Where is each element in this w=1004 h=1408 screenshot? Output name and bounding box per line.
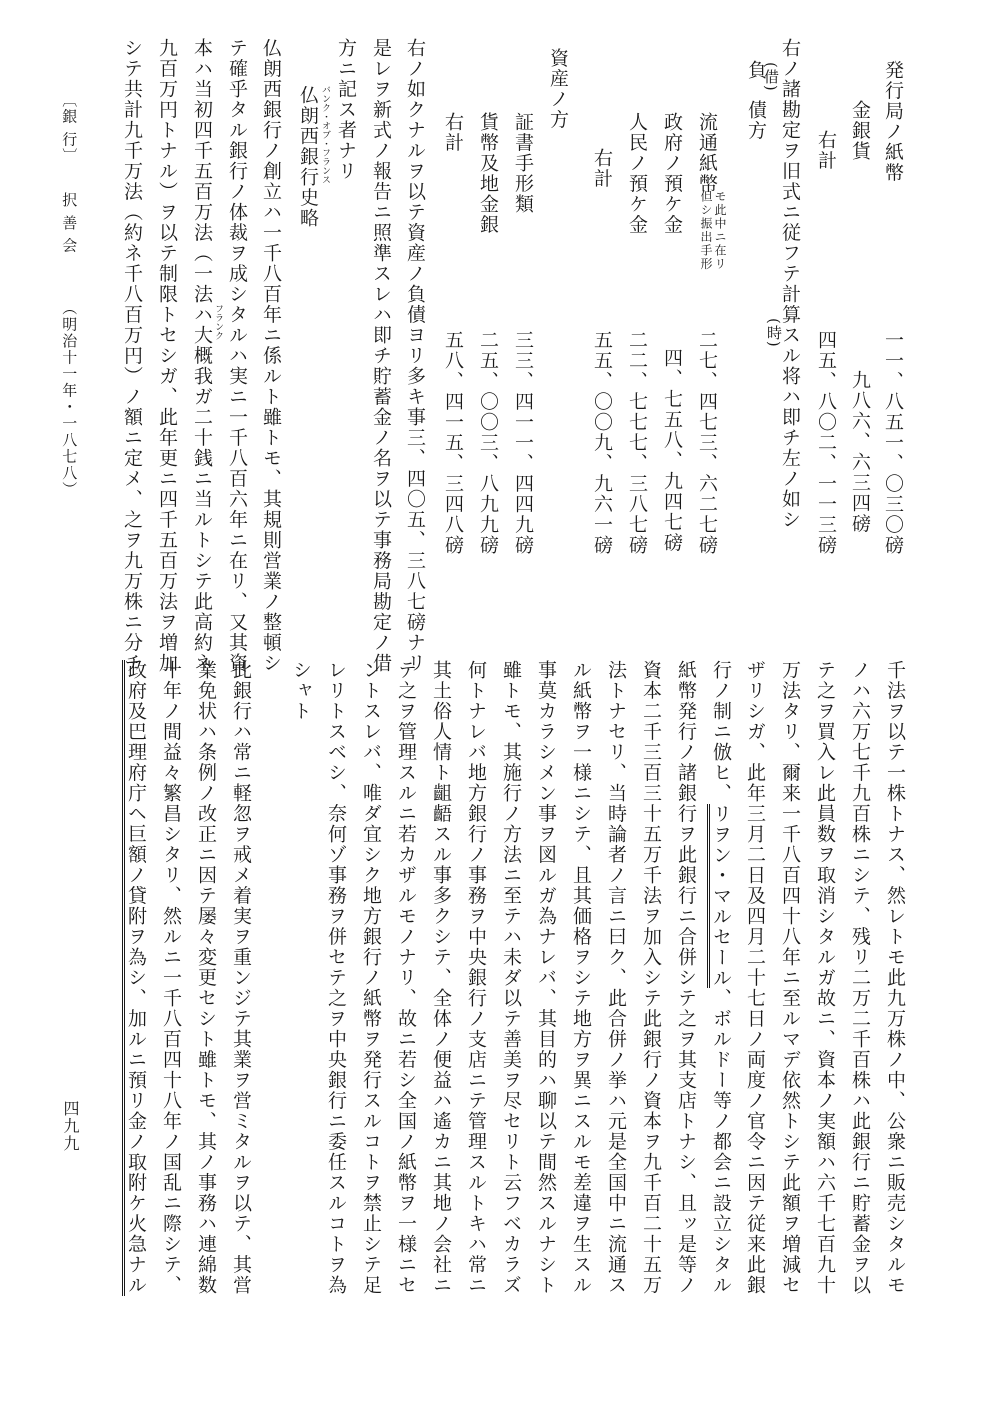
line-gold-silver: 金銀貨 — [849, 100, 871, 162]
page2-line-7: 紙幣発行ノ諸銀行ヲ此銀行ニ合併シテ之ヲ其支店トナシ、且ッ是等ノ — [675, 660, 697, 1296]
line-old-style-intro: 右ノ諸勘定ヲ旧式ニ従フテ計算スル将ハ即チ左ノ如シ — [779, 38, 801, 530]
amount-securities: 三三、四一一、四四九磅 — [512, 330, 534, 556]
page2-line-1: 千法ヲ以テ一株トナス、然レトモ此九万株ノ中、公衆ニ販売シタルモ — [884, 660, 906, 1296]
annotation-drafts-line2: モ此中ニ在リ — [713, 190, 727, 271]
page2-line-8: 資本二千三百三十五万千法ヲ加入シテ此銀行ノ資本ヲ九千百二十五万 — [640, 660, 662, 1296]
heading-assets: 資産ノ方 — [547, 48, 569, 130]
amount-gold-silver: 九八六、六三四磅 — [849, 370, 871, 534]
paragraph-surplus-3: 方ニ記ス者ナリ — [335, 38, 357, 182]
heading-liabilities-saiho: 債方 — [745, 100, 767, 141]
ruby-bank-of-france: バンク・オブ・フランス — [320, 85, 330, 184]
page2-line-11: 事莫カラシメン事ヲ図ルガ為ナレバ、其目的ハ聊以テ間然スルナシト — [535, 660, 557, 1296]
line-coin-bullion: 貨幣及地金銀 — [477, 112, 499, 235]
line-subtotal-3: 右計 — [442, 112, 464, 153]
page2-line-5: ザリシガ、此年三月二日及四月二十七日ノ両度ノ官令ニ因テ従来此銀 — [744, 660, 766, 1296]
ruby-franc: フランク — [213, 304, 223, 340]
history-line-4: 九百万円トナル）ヲ以テ制限トセシガ、此年更ニ四千五百万法ヲ増加 — [156, 38, 178, 674]
page2-line-22 — [126, 660, 145, 1296]
annotation-fu: (借) — [762, 62, 780, 92]
annotation-sho: (時) — [765, 318, 783, 348]
heading-liabilities-fu: 負 — [745, 60, 767, 81]
paragraph-surplus-1: 右ノ如クナルヲ以テ資産ノ負債ヨリ多キ事三、四〇五、三八七磅ナリ — [404, 38, 426, 674]
footer-bracket: 〔銀 行〕 — [60, 92, 79, 165]
page2-line-22-text: 政府及巴理府庁ヘ巨額ノ貸附ヲ為シ、加ルニ預リ金ノ取附ケ火急ナル — [122, 660, 147, 1296]
history-line-3: 本ハ当初四千五百万法（一法ハ大概我ガ二十銭ニ当ルトシテ此高約ネ — [191, 38, 213, 674]
amount-subtotal-3: 五八、四一五、三四八磅 — [442, 330, 464, 556]
amount-subtotal-1: 四五、八〇二、一一三磅 — [815, 330, 837, 556]
line-subtotal-1: 右計 — [815, 130, 837, 171]
page2-line-18: シャト — [290, 660, 312, 722]
page2-line-3: テ之ヲ買入レ此員数ヲ取消シタルガ故ニ、資本ノ実額ハ六千七百九十 — [814, 660, 836, 1296]
line-issue-dept-notes: 発行局ノ紙幣 — [882, 60, 904, 183]
annotation-drafts-line1: 但シ振出手形 — [699, 190, 713, 271]
page2-line-13: 何トナレバ地方銀行ノ事務ヲ中央銀行ノ支店ニテ管理スルトキハ常ニ — [465, 660, 487, 1296]
history-line-5: シテ共計九千万法（約ネ千八百万円）ノ額ニ定メ、之ヲ九万株ニ分チ — [121, 38, 143, 674]
history-line-1: 仏朗西銀行ノ創立ハ一千八百年ニ係ルト雖トモ、其規則営業ノ整頓シ — [260, 38, 282, 674]
page2-line-6a: 行ノ制ニ倣ヒ、 — [710, 660, 732, 804]
line-government-deposits: 政府ノ預ケ金 — [661, 112, 683, 235]
annotation-including-drafts — [696, 190, 726, 305]
page2-line-19: 此銀行ハ常ニ軽忽ヲ戒メ着実ヲ重ンジテ其業ヲ営ミタルヲ以テ、其営 — [230, 660, 252, 1296]
page2-line-15: テ之ヲ管理スルニ若カザルモノナリ、故ニ若シ全国ノ紙幣ヲ一様ニセ — [395, 660, 417, 1296]
page2-line-4: 万法タリ、爾来一千八百四十八年ニ至ルマデ依然トシテ此額ヲ増減セ — [779, 660, 801, 1296]
place-names-lyon-marseille: リヲン・マルセール — [707, 804, 732, 989]
page2-line-20: 業免状ハ条例ノ改正ニ因テ屡々変更セシト雖トモ、其ノ事務ハ連綿数 — [195, 660, 217, 1296]
amount-government: 四、七五八、九四七磅 — [661, 348, 683, 553]
amount-coin-bullion: 二五、〇〇三、八九九磅 — [477, 330, 499, 556]
footer-source: 択 善 会 — [60, 192, 79, 255]
page2-line-6 — [711, 660, 730, 1296]
page2-line-14: 其土俗人情ト齟齬スル事多クシテ、全体ノ便益ハ遙カニ其地ノ会社ニ — [430, 660, 452, 1296]
footer-date: （明治十一年・一八七八） — [60, 300, 79, 498]
paragraph-surplus-2: 是レヲ新式ノ報告ニ照準スレハ即チ貯蓄金ノ名ヲ以テ事務局勘定ノ借 — [370, 38, 392, 674]
line-public-deposits: 人民ノ預ケ金 — [626, 112, 648, 235]
amount-public: 二二、七七七、三八七磅 — [626, 330, 648, 556]
amount-circulating: 二七、四七三、六二七磅 — [696, 330, 718, 556]
amount-subtotal-2: 五五、〇〇九、九六一磅 — [591, 330, 613, 556]
page-number: 四九九 — [61, 1100, 80, 1153]
page2-line-16: ントスレバ、唯ダ宜シク地方銀行ノ紙幣ヲ発行スルコトヲ禁止シテ足 — [360, 660, 382, 1296]
line-circulating-notes: 流通紙幣 — [696, 112, 718, 194]
line-subtotal-2: 右計 — [591, 148, 613, 189]
line-securities: 証書手形類 — [512, 112, 534, 215]
page2-line-12: 雖トモ、其施行ノ方法ニ至テハ未ダ以テ善美ヲ尽セリト云フベカラズ — [500, 660, 522, 1296]
page2-line-2: ノハ六万七千九百株ニシテ、残リ二万二千百株ハ此銀行ニ貯蓄金ヲ以 — [849, 660, 871, 1296]
page2-line-21: 十年ノ間益々繁昌シタリ、然ルニ一千八百四十八年ノ国乱ニ際シテ、 — [160, 660, 182, 1296]
heading-bank-of-france-history: 仏朗西銀行史略 — [297, 85, 319, 229]
amount-issue-notes: 一一、八五一、〇三〇磅 — [882, 330, 904, 556]
page2-line-9: 法トナセリ、当時論者ノ言ニ曰ク、此合併ノ挙ハ元是全国中ニ流通ス — [605, 660, 627, 1296]
history-line-2: テ確乎タル銀行ノ体裁ヲ成シタルハ実ニ一千八百六年ニ在リ、又其資 — [226, 38, 248, 674]
page2-line-10: ル紙幣ヲ一様ニシテ、且其価格ヲシテ地方ヲ異ニスルモ差違ヲ生スル — [570, 660, 592, 1296]
page2-line-17: レリトスベシ、奈何ゾ事務ヲ併セテ之ヲ中央銀行ニ委任スルコトヲ為 — [325, 660, 347, 1296]
page2-line-6c: 、ボルドー等ノ都会ニ設立シタル — [710, 988, 732, 1296]
